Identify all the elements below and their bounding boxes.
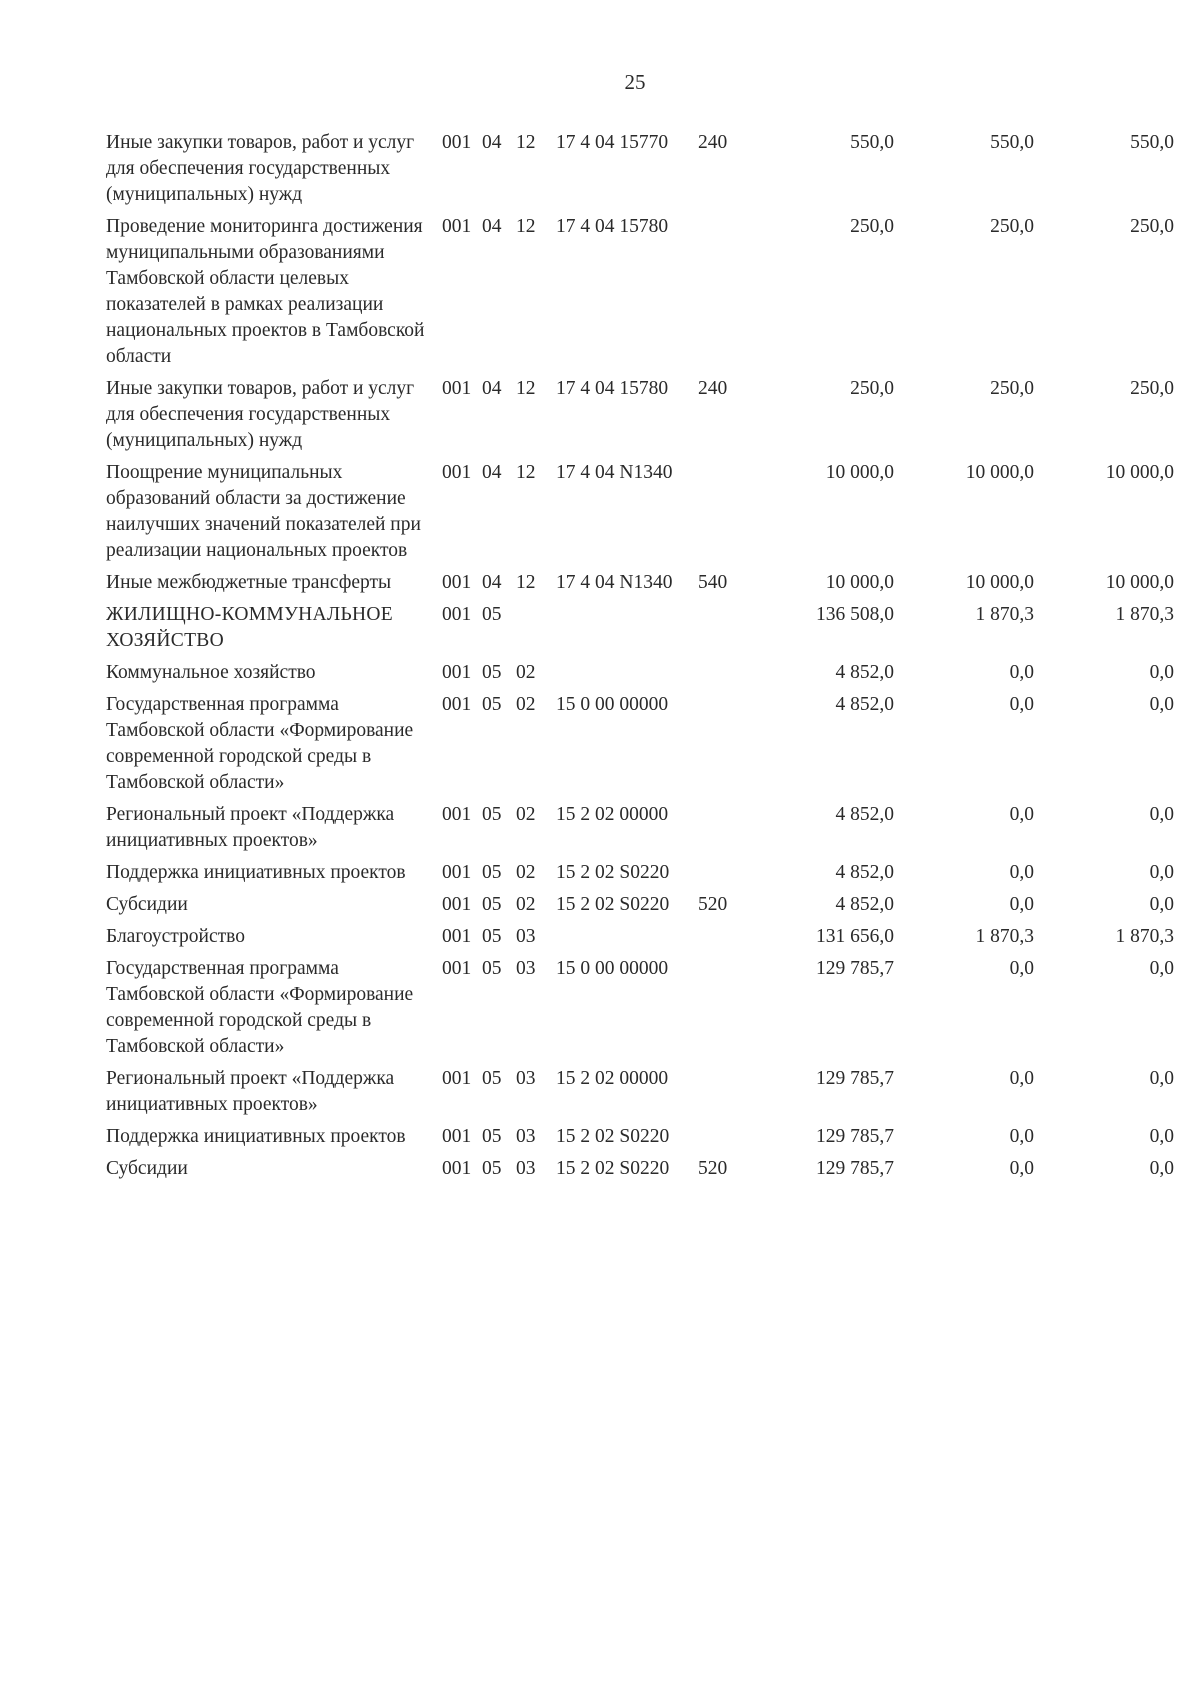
row-sum-2: 1 870,3: [975, 926, 1034, 947]
row-sum-3: 0,0: [1149, 694, 1174, 715]
row-sum-3: 0,0: [1149, 1068, 1174, 1089]
row-csr: 15 2 02 00000: [556, 804, 669, 825]
page-number: 25: [624, 70, 646, 94]
row-rz: 04: [482, 462, 502, 483]
row-vr: 520: [698, 894, 728, 915]
row-pr: 02: [516, 694, 536, 715]
row-ved: 001: [442, 1068, 472, 1089]
row-rz: 05: [482, 894, 502, 915]
row-sum-1: 10 000,0: [825, 572, 894, 593]
row-sum-1: 250,0: [850, 378, 894, 399]
table-row: [106, 570, 1176, 596]
row-ved: 001: [442, 572, 472, 593]
row-rz: 05: [482, 694, 502, 715]
row-csr: 15 2 02 S0220: [556, 1158, 670, 1179]
row-sum-3: 1 870,3: [1115, 604, 1174, 625]
row-name: Проведение мониторинга достижения муниципальными образованиями Тамбовской области целевых показателей в рамках реализации национальных проектов в Тамбовской области: [106, 216, 425, 367]
row-rz: 05: [482, 1158, 502, 1179]
row-name: Государственная программа Тамбовской области «Формирование современной городской среды в Тамбовской области»: [106, 958, 414, 1057]
row-vr: 520: [698, 1158, 728, 1179]
row-sum-2: 0,0: [1009, 862, 1034, 883]
row-pr: 02: [516, 804, 536, 825]
row-sum-2: 0,0: [1009, 1158, 1034, 1179]
row-csr: 15 2 02 S0220: [556, 862, 670, 883]
row-sum-3: 1 870,3: [1115, 926, 1174, 947]
row-ved: 001: [442, 462, 472, 483]
row-csr: 15 2 02 00000: [556, 1068, 669, 1089]
row-sum-1: 136 508,0: [816, 604, 894, 625]
row-sum-2: 0,0: [1009, 804, 1034, 825]
table-row: [106, 602, 1176, 654]
row-sum-1: 10 000,0: [825, 462, 894, 483]
row-ved: 001: [442, 604, 472, 625]
row-name: Региональный проект «Поддержка инициативных проектов»: [106, 804, 395, 851]
row-sum-1: 550,0: [850, 132, 894, 153]
table-row: [106, 1156, 1176, 1182]
row-pr: 03: [516, 1068, 536, 1089]
table-row: [106, 802, 1176, 854]
row-sum-1: 4 852,0: [835, 804, 894, 825]
row-name: Государственная программа Тамбовской области «Формирование современной городской среды в Тамбовской области»: [106, 694, 414, 793]
row-sum-3: 550,0: [1130, 132, 1174, 153]
row-sum-2: 0,0: [1009, 1126, 1034, 1147]
row-sum-3: 10 000,0: [1105, 572, 1174, 593]
row-ved: 001: [442, 378, 472, 399]
row-pr: 03: [516, 958, 536, 979]
row-rz: 05: [482, 926, 502, 947]
table-row: [106, 1124, 1176, 1150]
row-csr: 17 4 04 N1340: [556, 462, 673, 483]
row-pr: 12: [516, 462, 536, 483]
row-ved: 001: [442, 804, 472, 825]
row-sum-1: 129 785,7: [816, 1068, 894, 1089]
row-ved: 001: [442, 216, 472, 237]
row-csr: 17 4 04 15770: [556, 132, 669, 153]
row-pr: 03: [516, 926, 536, 947]
row-rz: 04: [482, 572, 502, 593]
table-row: [106, 376, 1176, 454]
row-name: Иные межбюджетные трансферты: [106, 572, 392, 593]
row-sum-2: 10 000,0: [965, 572, 1034, 593]
row-name: Иные закупки товаров, работ и услуг для обеспечения государственных (муниципальных) нужд: [106, 378, 415, 451]
row-name: Региональный проект «Поддержка инициативных проектов»: [106, 1068, 395, 1115]
row-ved: 001: [442, 1158, 472, 1179]
table-row: [106, 660, 1176, 686]
table-row: [106, 692, 1176, 796]
row-ved: 001: [442, 694, 472, 715]
row-ved: 001: [442, 862, 472, 883]
row-pr: 03: [516, 1126, 536, 1147]
row-sum-3: 250,0: [1130, 378, 1174, 399]
row-sum-3: 0,0: [1149, 1126, 1174, 1147]
row-sum-3: 0,0: [1149, 862, 1174, 883]
row-vr: 240: [698, 378, 728, 399]
row-sum-1: 4 852,0: [835, 694, 894, 715]
row-sum-2: 550,0: [990, 132, 1034, 153]
row-ved: 001: [442, 132, 472, 153]
row-rz: 04: [482, 132, 502, 153]
row-rz: 04: [482, 216, 502, 237]
row-name: Благоустройство: [106, 926, 245, 947]
row-sum-2: 1 870,3: [975, 604, 1034, 625]
row-pr: 12: [516, 132, 536, 153]
table-row: [106, 892, 1176, 918]
row-pr: 03: [516, 1158, 536, 1179]
row-csr: 15 2 02 S0220: [556, 894, 670, 915]
row-pr: 12: [516, 216, 536, 237]
row-name: Коммунальное хозяйство: [106, 662, 316, 683]
row-pr: 12: [516, 572, 536, 593]
row-csr: 15 0 00 00000: [556, 694, 669, 715]
row-pr: 02: [516, 662, 536, 683]
table-row: [106, 1066, 1176, 1118]
row-sum-2: 0,0: [1009, 662, 1034, 683]
row-ved: 001: [442, 662, 472, 683]
row-sum-1: 129 785,7: [816, 958, 894, 979]
row-csr: 15 0 00 00000: [556, 958, 669, 979]
table-row: [106, 956, 1176, 1060]
table-row: [106, 860, 1176, 886]
row-sum-1: 131 656,0: [816, 926, 894, 947]
row-sum-1: 129 785,7: [816, 1126, 894, 1147]
row-pr: 02: [516, 894, 536, 915]
row-sum-1: 4 852,0: [835, 662, 894, 683]
row-pr: 12: [516, 378, 536, 399]
row-name: ЖИЛИЩНО-КОММУНАЛЬНОЕ ХОЗЯЙСТВО: [106, 604, 393, 651]
row-sum-3: 0,0: [1149, 958, 1174, 979]
row-sum-3: 10 000,0: [1105, 462, 1174, 483]
row-rz: 05: [482, 804, 502, 825]
row-name: Субсидии: [106, 1158, 188, 1179]
row-sum-3: 0,0: [1149, 804, 1174, 825]
table-row: [106, 460, 1176, 564]
row-sum-2: 0,0: [1009, 694, 1034, 715]
table-row: [106, 214, 1176, 370]
row-rz: 05: [482, 662, 502, 683]
row-csr: 17 4 04 15780: [556, 378, 669, 399]
row-rz: 04: [482, 378, 502, 399]
row-sum-3: 0,0: [1149, 894, 1174, 915]
table-row: [106, 130, 1176, 208]
row-rz: 05: [482, 1068, 502, 1089]
row-csr: 17 4 04 15780: [556, 216, 669, 237]
row-name: Поощрение муниципальных образований области за достижение наилучших значений показателей при реализации национальных проектов: [106, 462, 421, 561]
row-vr: 540: [698, 572, 728, 593]
row-vr: 240: [698, 132, 728, 153]
row-name: Субсидии: [106, 894, 188, 915]
row-name: Поддержка инициативных проектов: [106, 1126, 406, 1147]
budget-table: [106, 130, 1176, 1188]
row-ved: 001: [442, 958, 472, 979]
row-sum-2: 0,0: [1009, 1068, 1034, 1089]
row-sum-3: 250,0: [1130, 216, 1174, 237]
row-sum-1: 129 785,7: [816, 1158, 894, 1179]
row-sum-3: 0,0: [1149, 662, 1174, 683]
row-sum-2: 0,0: [1009, 894, 1034, 915]
row-rz: 05: [482, 958, 502, 979]
row-sum-1: 250,0: [850, 216, 894, 237]
row-ved: 001: [442, 894, 472, 915]
row-rz: 05: [482, 1126, 502, 1147]
row-sum-2: 0,0: [1009, 958, 1034, 979]
row-sum-1: 4 852,0: [835, 862, 894, 883]
row-ved: 001: [442, 926, 472, 947]
row-sum-3: 0,0: [1149, 1158, 1174, 1179]
row-pr: 02: [516, 862, 536, 883]
row-ved: 001: [442, 1126, 472, 1147]
row-sum-1: 4 852,0: [835, 894, 894, 915]
table-row: [106, 924, 1176, 950]
row-name: Иные закупки товаров, работ и услуг для обеспечения государственных (муниципальных) нужд: [106, 132, 415, 205]
row-csr: 17 4 04 N1340: [556, 572, 673, 593]
row-sum-2: 250,0: [990, 378, 1034, 399]
row-name: Поддержка инициативных проектов: [106, 862, 406, 883]
row-rz: 05: [482, 862, 502, 883]
row-rz: 05: [482, 604, 502, 625]
row-sum-2: 250,0: [990, 216, 1034, 237]
row-sum-2: 10 000,0: [965, 462, 1034, 483]
row-csr: 15 2 02 S0220: [556, 1126, 670, 1147]
